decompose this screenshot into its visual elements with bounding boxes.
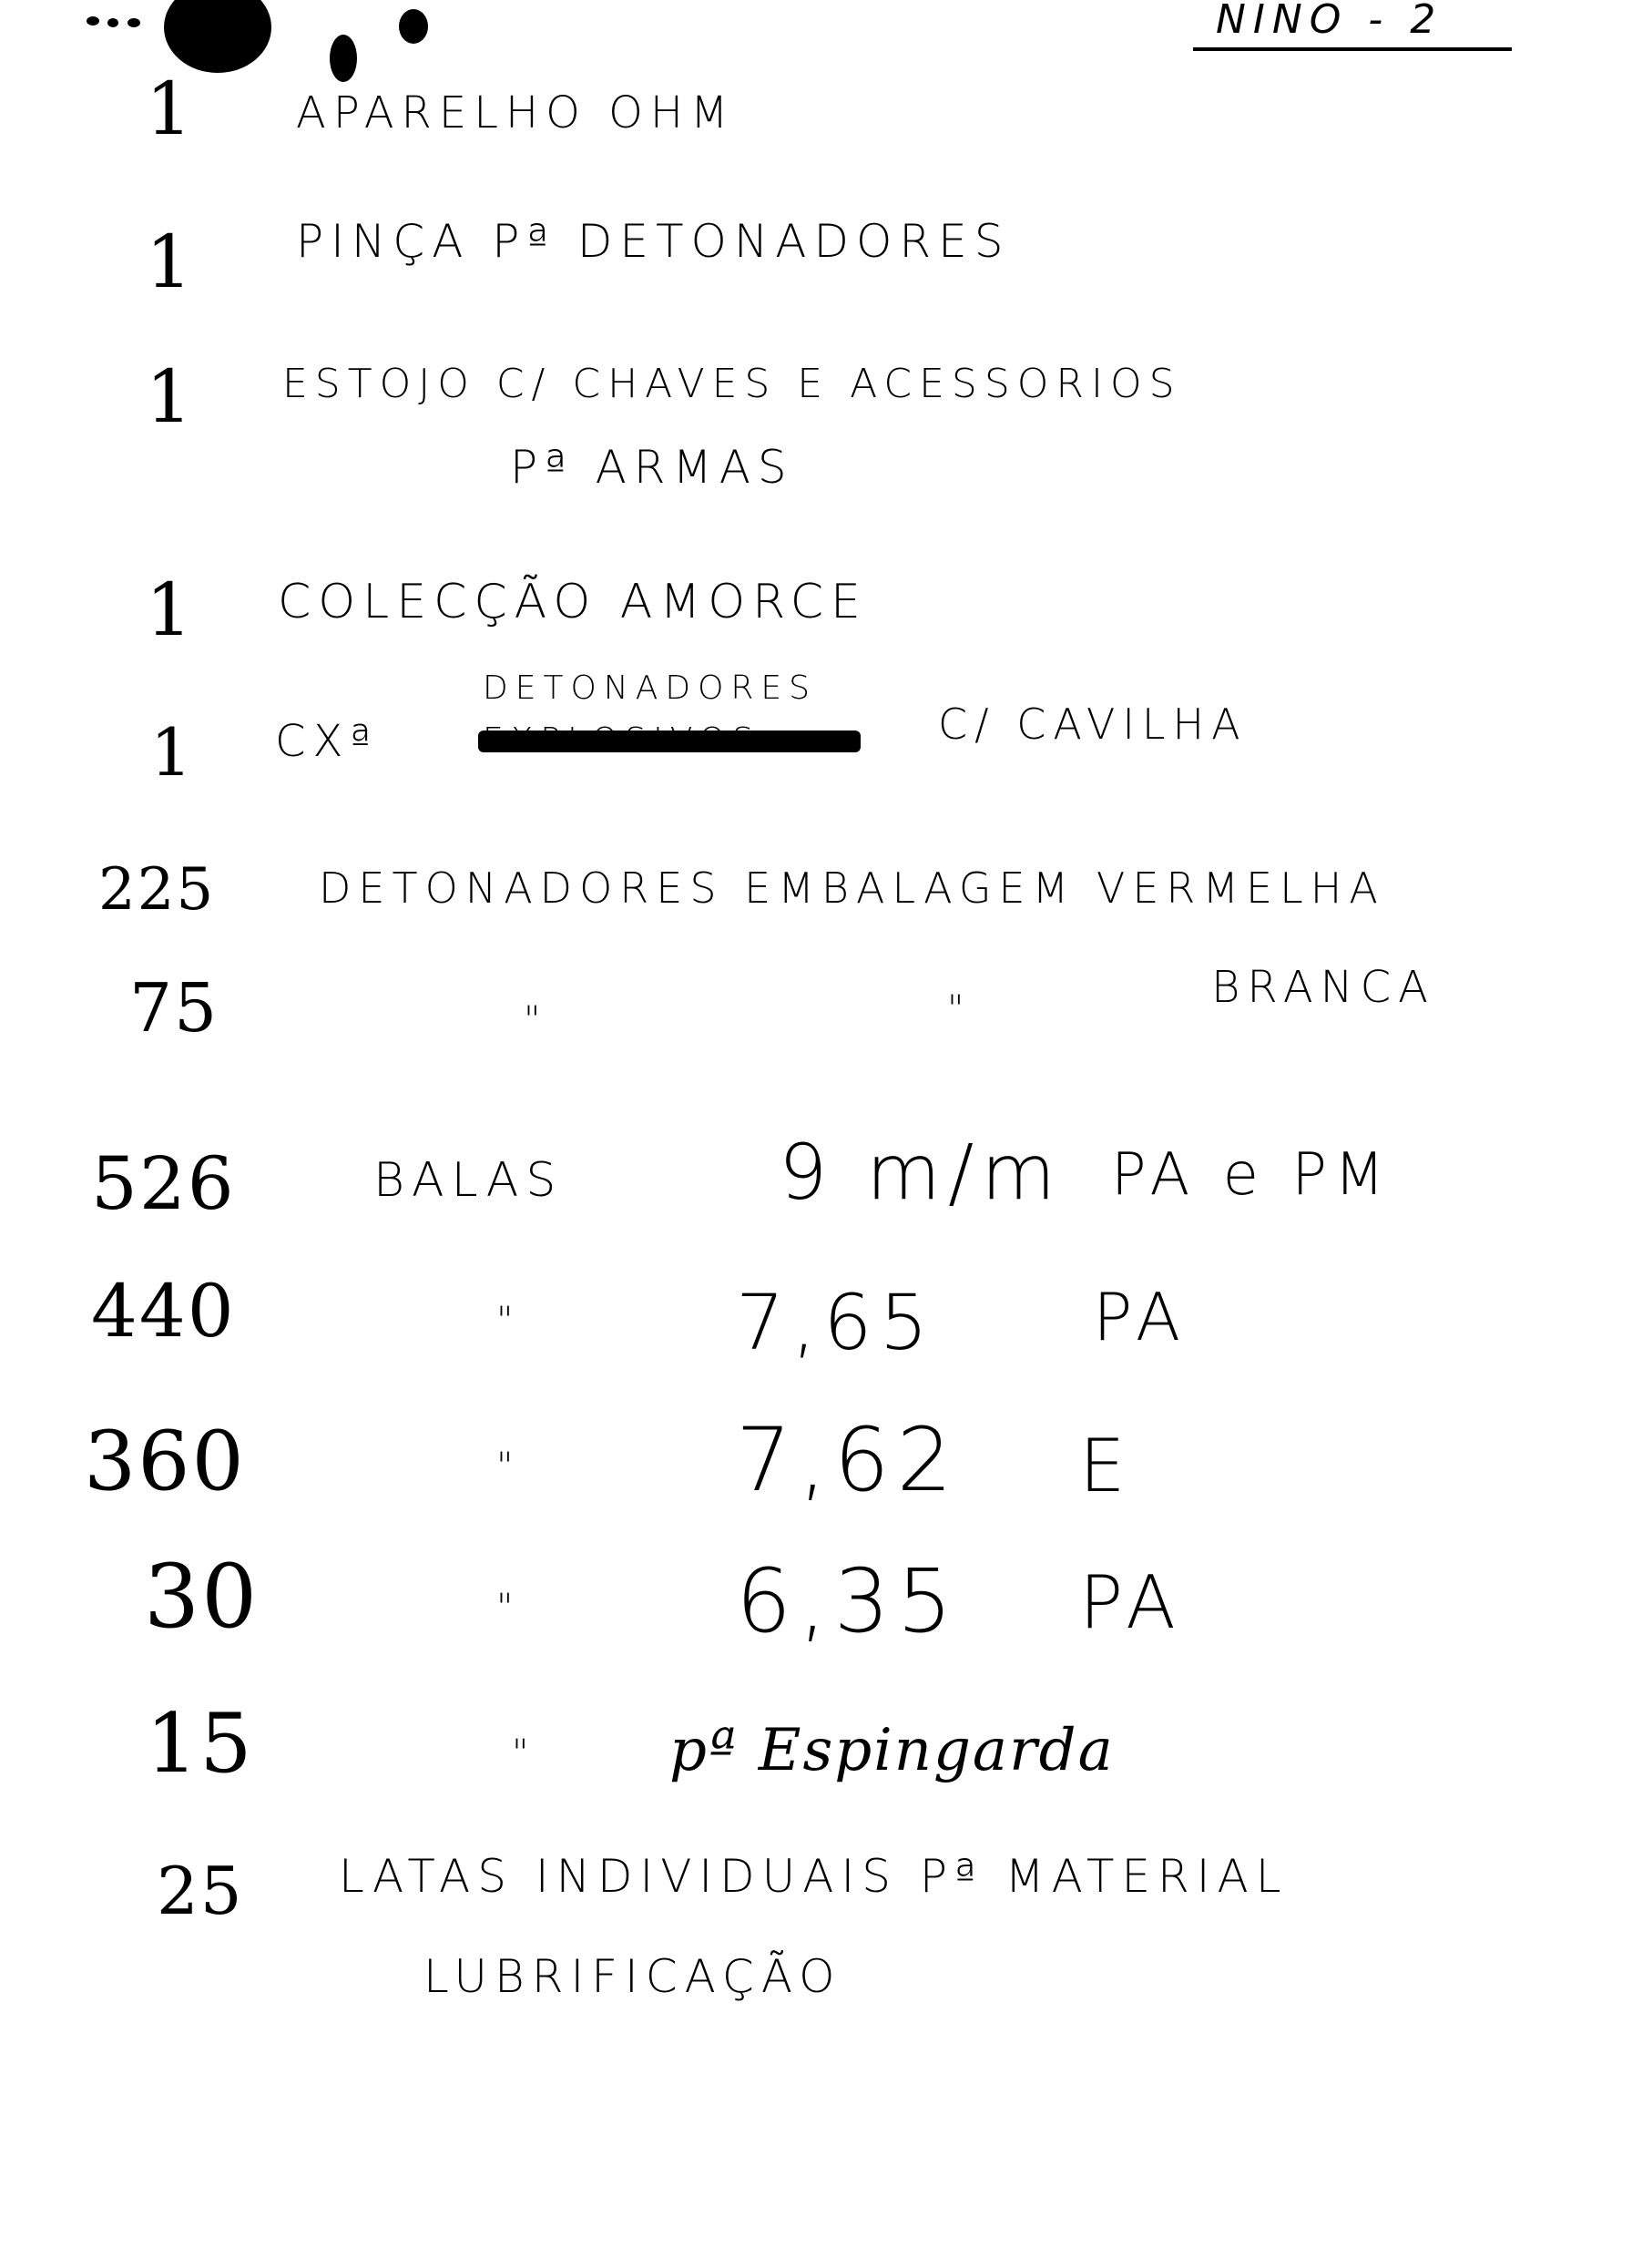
ink-dot: [87, 16, 99, 26]
item-qty: 360: [84, 1414, 246, 1509]
item-qty: 25: [157, 1853, 244, 1929]
item-model: PA: [1079, 1560, 1183, 1645]
item-model: PA e PM: [1111, 1141, 1392, 1209]
item-description-continued: LUBRIFICAÇÃO: [423, 1950, 842, 2003]
strikethrough-mark: [478, 730, 861, 752]
item-caliber: 9 m/m: [779, 1128, 1064, 1217]
item-qty: 225: [98, 856, 216, 924]
ink-blot-large: [164, 0, 271, 73]
ditto-mark: ": [496, 1300, 521, 1342]
item-caliber: 7,62: [736, 1409, 960, 1511]
sheet-label: NINO - 2: [1216, 0, 1443, 43]
item-qty: 526: [91, 1141, 236, 1226]
ditto-mark: ": [496, 1446, 521, 1487]
item-qty: 30: [144, 1546, 260, 1648]
ink-blot-small: [399, 9, 428, 44]
item-description: LATAS INDIVIDUAIS Pª MATERIAL: [339, 1850, 1289, 1903]
item-description: pª Espingarda: [669, 1717, 1115, 1784]
item-description-continued: Pª ARMAS: [510, 441, 794, 494]
ditto-mark: ": [947, 988, 972, 1030]
item-model: PA: [1093, 1279, 1188, 1355]
item-qty: 1: [146, 66, 194, 151]
item-description: DETONADORES EMBALAGEM VERMELHA: [319, 863, 1385, 913]
item-caliber: 7,65: [736, 1278, 936, 1367]
item-description: COLECÇÃO AMORCE: [278, 575, 868, 629]
ditto-mark: ": [524, 999, 548, 1041]
ditto-mark: ": [512, 1732, 536, 1774]
item-qty: 1: [146, 354, 194, 439]
item-model: E: [1079, 1424, 1133, 1508]
item-description-end: BRANCA: [1211, 962, 1435, 1013]
ditto-mark: ": [496, 1587, 521, 1629]
item-description: APARELHO OHM: [296, 87, 736, 138]
item-qty: 1: [146, 567, 194, 652]
ink-dot: [128, 18, 140, 27]
item-insert-text: DETONADORES: [483, 669, 818, 707]
item-description: ESTOJO C/ CHAVES E ACESSORIOS: [282, 361, 1182, 407]
item-qty: 1: [150, 714, 194, 791]
item-caliber: 6,35: [736, 1550, 960, 1652]
item-description-prefix: CXª: [275, 716, 379, 767]
item-qty: 440: [91, 1269, 236, 1354]
item-description: PINÇA Pª DETONADORES: [296, 215, 1011, 268]
sheet-label-underline: [1193, 47, 1512, 51]
item-qty: 75: [129, 969, 219, 1047]
ink-blot-small: [330, 35, 357, 82]
item-qty: 1: [146, 220, 194, 304]
item-type: BALAS: [373, 1153, 564, 1208]
item-qty: 15: [146, 1696, 254, 1792]
ink-dot: [107, 18, 118, 27]
item-description-suffix: C/ CAVILHA: [938, 700, 1248, 749]
